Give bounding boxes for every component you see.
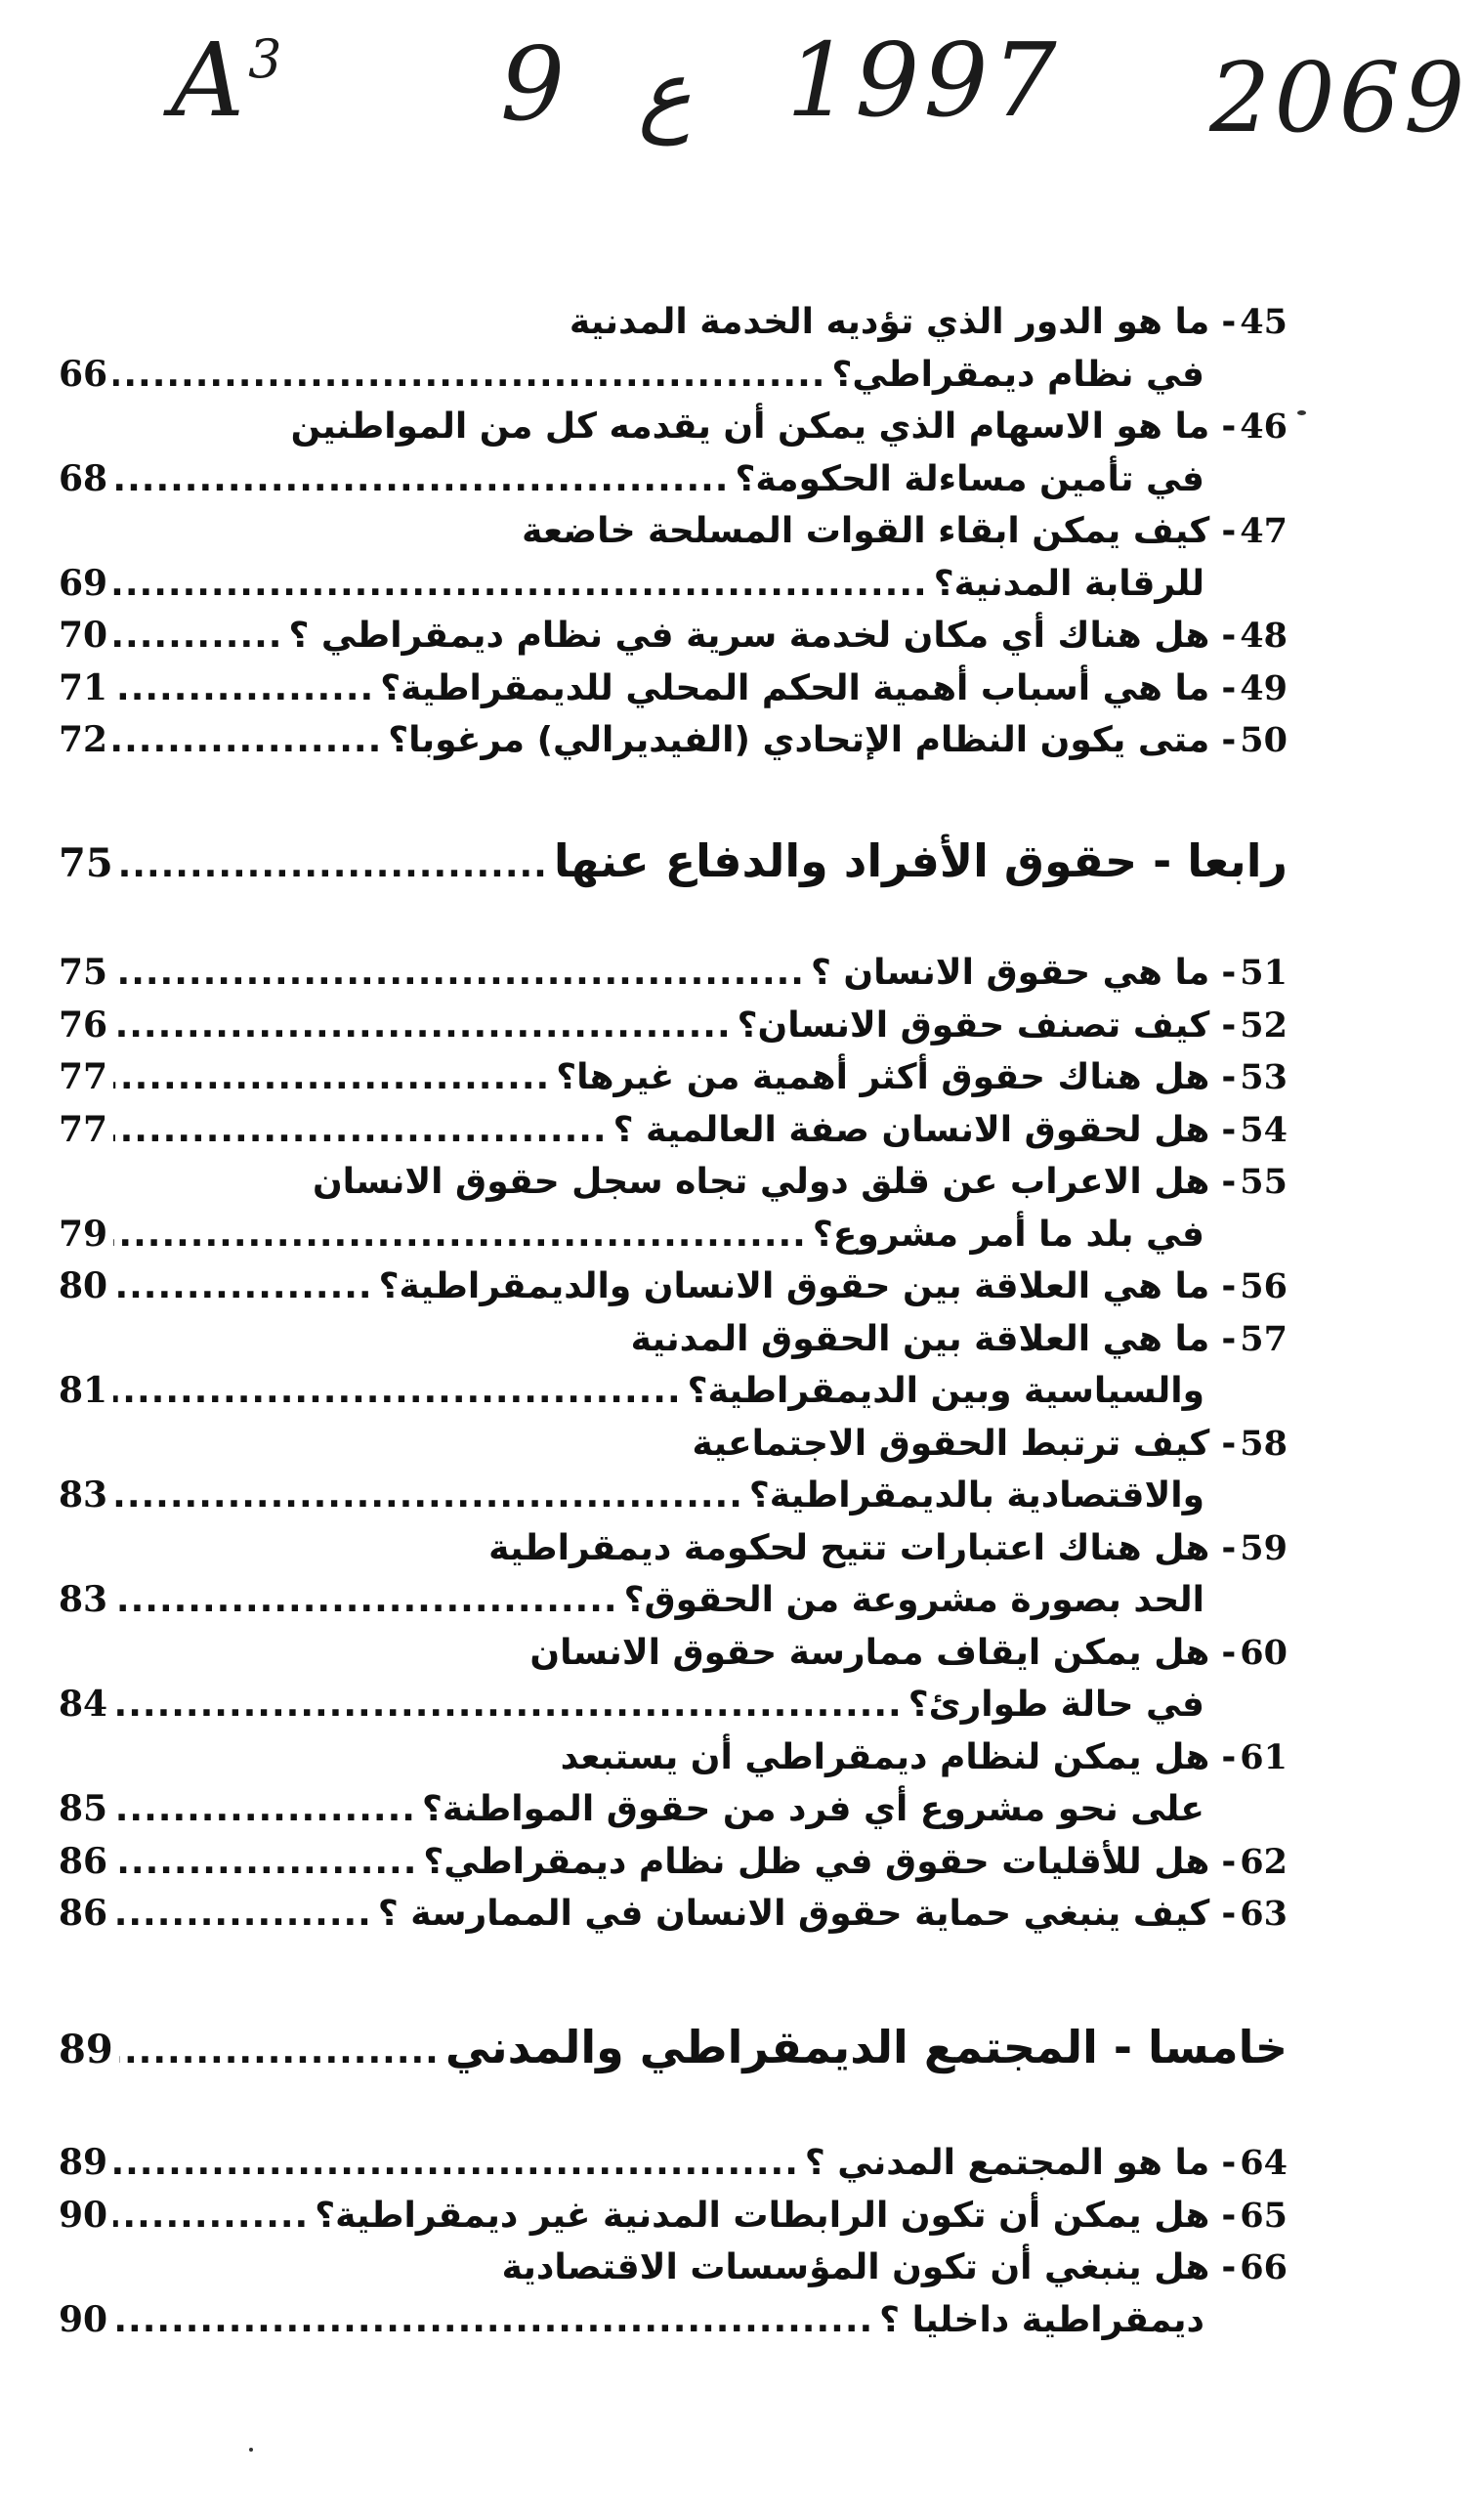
- toc-entry-number: 58: [1240, 1423, 1288, 1464]
- toc-entry-text-group: [488, 1522, 1288, 1574]
- toc-entry-dash: -: [1221, 1057, 1237, 1097]
- toc-entry: [59, 1000, 1288, 1052]
- toc-entry: [59, 1679, 1288, 1731]
- toc-entry-text-group: [556, 1051, 1288, 1103]
- toc-entry-text-group: [813, 1209, 1288, 1260]
- dot-leader: [113, 1679, 903, 1730]
- toc-entry: [59, 1522, 1288, 1575]
- toc-block-1: [59, 296, 1288, 767]
- toc-block-3: [59, 2137, 1288, 2346]
- toc-entry-dash: -: [1221, 1841, 1237, 1882]
- toc-entry-title: هل يمكن لنظام ديمقراطي أن يستبعد: [560, 1736, 1210, 1777]
- toc-entry: [59, 610, 1288, 662]
- toc-entry-page: 71: [59, 666, 108, 708]
- toc-entry-dash: -: [1221, 720, 1237, 760]
- dot-leader: [113, 1888, 372, 1940]
- toc-entry-page: 68: [59, 457, 108, 499]
- toc-entry-page: 79: [59, 1213, 108, 1255]
- dot-leader: [113, 1365, 682, 1417]
- toc-entry-title: هل هناك أي مكان لخدمة سرية في نظام ديمقراطي ؟: [288, 616, 1210, 656]
- toc-entry-title: كيف يمكن ابقاء القوات المسلحة خاضعة: [522, 511, 1210, 551]
- toc-entry: [59, 2242, 1288, 2294]
- toc-entry-page: 83: [59, 1474, 108, 1516]
- toc-entry-dash: -: [1221, 1318, 1237, 1359]
- toc-entry: [59, 2137, 1288, 2190]
- toc-entry-number: 61: [1240, 1736, 1288, 1777]
- toc-entry-title: ديمقراطية داخليا ؟: [879, 2299, 1204, 2340]
- toc-entry: [59, 1470, 1288, 1522]
- toc-entry-dash: -: [1221, 1527, 1237, 1568]
- toc-entry-text-group: [529, 1627, 1288, 1679]
- toc-entry-number: 57: [1240, 1318, 1288, 1359]
- toc-entry-number: 50: [1240, 720, 1288, 760]
- toc-entry-page: 70: [59, 615, 108, 656]
- toc-entry-number: 63: [1240, 1894, 1288, 1934]
- toc-entry-title: ما هو الدور الذي تؤديه الخدمة المدنية: [569, 302, 1210, 342]
- toc-entry-dash: -: [1221, 2143, 1237, 2183]
- toc-entry-dash: -: [1221, 1736, 1237, 1777]
- toc-entry: [59, 1783, 1288, 1836]
- toc-entry-title: في نظام ديمقراطي؟: [831, 354, 1204, 395]
- toc-entry-text-group: [423, 1836, 1288, 1888]
- toc-entry-text-group: [693, 1418, 1288, 1470]
- dot-leader: [113, 2137, 799, 2189]
- toc-entry-page: 69: [59, 562, 108, 604]
- toc-entry: [59, 1365, 1288, 1418]
- toc-entry-text-group: [378, 1888, 1288, 1940]
- toc-entry-title: في بلد ما أمر مشروع؟: [812, 1214, 1204, 1255]
- toc-entry-dash: -: [1221, 616, 1237, 656]
- toc-entry-title: هل هناك حقوق أكثر أهمية من غيرها؟: [556, 1057, 1210, 1097]
- toc-entry-number: 59: [1240, 1527, 1288, 1568]
- toc-entry: [59, 1156, 1288, 1209]
- toc-entry: [59, 2190, 1288, 2242]
- toc-entry-dash: -: [1221, 1632, 1237, 1673]
- toc-entry-text-group: [291, 401, 1288, 452]
- toc-entry-number: 54: [1240, 1109, 1288, 1150]
- toc-entry-number: 56: [1240, 1266, 1288, 1306]
- toc-entry-page: 76: [59, 1004, 108, 1046]
- toc-entry-number: 45: [1240, 302, 1288, 342]
- toc-entry-title: هل للأقليات حقوق في ظل نظام ديمقراطي؟: [423, 1841, 1210, 1882]
- dot-leader: [113, 1000, 732, 1051]
- toc-entry-title: في تأمين مساءلة الحكومة؟: [735, 458, 1204, 499]
- toc-entry-page: 86: [59, 1840, 108, 1882]
- toc-entry: [59, 349, 1288, 402]
- toc-entry-text-group: [522, 505, 1288, 557]
- toc-entry-text-group: [388, 714, 1288, 766]
- toc-entry-text-group: [613, 1104, 1288, 1156]
- dot-leader: [113, 1104, 608, 1156]
- toc-entry-text-group: [502, 2242, 1288, 2293]
- toc-entry-page: 83: [59, 1579, 108, 1620]
- toc-entry-title: ما هو المجتمع المدني ؟: [804, 2143, 1210, 2183]
- dot-leader: [113, 558, 928, 610]
- toc-entry-title: هل الاعراب عن قلق دولي تجاه سجل حقوق الانسان: [312, 1162, 1210, 1202]
- toc-entry-dash: -: [1221, 1004, 1237, 1046]
- toc-entry: [59, 453, 1288, 506]
- toc-entry-title: للرقابة المدنية؟: [933, 563, 1204, 604]
- toc-entry: [59, 2294, 1288, 2347]
- toc-entry-page: 77: [59, 1108, 108, 1150]
- toc-entry-title: كيف ينبغي حماية حقوق الانسان في الممارسة ؟: [377, 1894, 1210, 1934]
- toc-entry-text-group: [631, 1313, 1288, 1365]
- scan-speck: [249, 2448, 253, 2452]
- toc-entry-dash: -: [1221, 1266, 1237, 1306]
- toc-entry: [59, 1731, 1288, 1784]
- toc-entry-title: متى يكون النظام الإتحادي (الفيديرالي) مرغوبا؟: [388, 720, 1210, 760]
- section-5-page: 89: [59, 2027, 113, 2072]
- toc-entry-number: 64: [1240, 2143, 1288, 2183]
- toc-entry-number: 65: [1240, 2195, 1288, 2236]
- toc-entry: [59, 505, 1288, 558]
- toc-entry-text-group: [688, 1365, 1288, 1417]
- toc-entry-dash: -: [1221, 1162, 1237, 1202]
- toc-entry: [59, 1104, 1288, 1157]
- toc-entry-dash: -: [1221, 953, 1237, 993]
- dot-leader: [113, 610, 282, 662]
- toc-entry-page: 80: [59, 1265, 108, 1306]
- toc-entry-dash: -: [1221, 667, 1237, 708]
- toc-entry-title: على نحو مشروع أي فرد من حقوق المواطنة؟: [421, 1789, 1204, 1829]
- toc-entry-text-group: [379, 1260, 1288, 1312]
- dot-leader: [113, 714, 382, 766]
- toc-entry-text-group: [831, 349, 1288, 401]
- dot-leader: [113, 1783, 416, 1835]
- toc-entry-number: 47: [1240, 511, 1288, 551]
- toc-entry-text-group: [749, 1470, 1288, 1521]
- toc-entry: [59, 947, 1288, 1000]
- toc-entry-dash: -: [1221, 511, 1237, 551]
- toc-entry: [59, 401, 1288, 453]
- scan-speck: [1297, 410, 1306, 415]
- toc-entry: [59, 1313, 1288, 1366]
- section-4-title: رابعا - حقوق الأفراد والدفاع عنها: [553, 834, 1288, 887]
- toc-entry-text-group: [738, 1000, 1288, 1051]
- toc-entry-text-group: [735, 453, 1288, 505]
- toc-entry-title: ما هي العلاقة بين الحقوق المدنية: [630, 1318, 1210, 1359]
- toc-entry-text-group: [879, 2294, 1288, 2346]
- dot-leader: [113, 1260, 373, 1312]
- toc-block-2: [59, 947, 1288, 1941]
- toc-entry-title: والاقتصادية بالديمقراطية؟: [748, 1475, 1204, 1516]
- dot-leader: [113, 1574, 617, 1626]
- dot-leader: [113, 947, 805, 999]
- dot-leader: [113, 2294, 873, 2346]
- toc-entry-number: 53: [1240, 1057, 1288, 1097]
- toc-entry-dash: -: [1221, 1423, 1237, 1464]
- section-4-heading: [59, 832, 1288, 890]
- dot-leader: [113, 1470, 743, 1521]
- toc-entry-number: 62: [1240, 1841, 1288, 1882]
- toc-entry-page: 90: [59, 2298, 108, 2340]
- toc-entry-text-group: [315, 2190, 1288, 2242]
- section-5-title: خامسا - المجتمع الديمقراطي والمدني: [444, 2021, 1288, 2073]
- toc-entry-dash: -: [1221, 1109, 1237, 1150]
- toc-entry-page: 86: [59, 1893, 108, 1934]
- toc-entry-title: كيف تصنف حقوق الانسان؟: [737, 1004, 1210, 1046]
- dot-leader: [113, 2190, 309, 2242]
- toc-entry-title: هل هناك اعتبارات تتيح لحكومة ديمقراطية: [488, 1527, 1210, 1568]
- dot-leader: [119, 836, 548, 895]
- toc-entry: [59, 1051, 1288, 1104]
- toc-entry-text-group: [313, 1156, 1288, 1208]
- toc-entry-page: 72: [59, 719, 108, 760]
- toc-entry-text-group: [570, 296, 1288, 348]
- dot-leader: [119, 2023, 440, 2081]
- toc-entry-text-group: [624, 1574, 1288, 1626]
- toc-entry: [59, 714, 1288, 767]
- toc-entry-page: 81: [59, 1370, 108, 1411]
- toc-entry-title: هل ينبغي أن تكون المؤسسات الاقتصادية: [501, 2247, 1210, 2287]
- toc-entry: [59, 1260, 1288, 1313]
- toc-entry-dash: -: [1221, 302, 1237, 342]
- dot-leader: [113, 453, 729, 505]
- toc-entry-title: هل لحقوق الانسان صفة العالمية ؟: [612, 1109, 1210, 1150]
- dot-leader: [113, 349, 825, 401]
- toc-entry-title: ما هي حقوق الانسان ؟: [810, 953, 1210, 993]
- toc-entry-number: 55: [1240, 1162, 1288, 1202]
- toc-entry: [59, 1888, 1288, 1941]
- toc-entry-dash: -: [1221, 2195, 1237, 2236]
- toc-entry-title: والسياسية وبين الديمقراطية؟: [687, 1371, 1204, 1411]
- toc-entry-title: الحد بصورة مشروعة من الحقوق؟: [623, 1580, 1204, 1620]
- toc-entry-page: 75: [59, 952, 108, 993]
- toc-entry-page: 77: [59, 1056, 108, 1097]
- toc-entry-number: 46: [1240, 406, 1288, 447]
- toc-entry-title: هل يمكن ايقاف ممارسة حقوق الانسان: [529, 1632, 1210, 1673]
- toc-entry-page: 84: [59, 1684, 108, 1725]
- toc-entry-dash: -: [1221, 2247, 1237, 2287]
- toc-entry-dash: -: [1221, 406, 1237, 447]
- handwritten-document-number: 2069: [1209, 43, 1469, 154]
- toc-entry-number: 49: [1240, 667, 1288, 708]
- handwritten-archive-code: $A^3$: [171, 21, 286, 140]
- dot-leader: [113, 1209, 807, 1260]
- toc-entry: [59, 1418, 1288, 1471]
- handwritten-month: ع: [638, 41, 692, 146]
- toc-entry-title: ما هي أسباب أهمية الحكم المحلي للديمقراطية؟: [380, 667, 1210, 708]
- toc-entry-number: 60: [1240, 1632, 1288, 1673]
- toc-entry: [59, 296, 1288, 349]
- section-4-page: 75: [59, 840, 113, 886]
- toc-entry: [59, 558, 1288, 611]
- toc-entry-number: 52: [1240, 1004, 1288, 1046]
- toc-entry-number: 66: [1240, 2247, 1288, 2287]
- toc-entry: [59, 1836, 1288, 1889]
- toc-entry-page: 85: [59, 1788, 108, 1829]
- toc-entry-text-group: [908, 1679, 1288, 1730]
- toc-entry-text-group: [422, 1783, 1288, 1835]
- section-5-heading: [59, 2018, 1288, 2076]
- dot-leader: [113, 1836, 417, 1888]
- toc-entry: [59, 1627, 1288, 1680]
- toc-entry: [59, 662, 1288, 715]
- toc-entry-title: هل يمكن أن تكون الرابطات المدنية غير ديمقراطية؟: [315, 2195, 1210, 2236]
- toc-entry-page: 89: [59, 2142, 108, 2183]
- toc-entry-title: ما هي العلاقة بين حقوق الانسان والديمقراطية؟: [378, 1266, 1210, 1306]
- toc-entry: [59, 1574, 1288, 1627]
- handwritten-day: 9: [500, 24, 570, 144]
- dot-leader: [113, 662, 374, 714]
- toc-entry-title: كيف ترتبط الحقوق الاجتماعية: [692, 1423, 1210, 1464]
- handwritten-year: 1997: [786, 21, 1061, 140]
- toc-entry-page: 66: [59, 353, 108, 395]
- toc-entry-text-group: [288, 610, 1288, 662]
- toc-entry-text-group: [811, 947, 1288, 999]
- toc-entry-number: 51: [1240, 953, 1288, 993]
- toc-entry-text-group: [561, 1731, 1288, 1783]
- toc-entry-text-group: [380, 662, 1288, 714]
- toc-entry-text-group: [934, 558, 1288, 610]
- toc-entry-number: 48: [1240, 616, 1288, 656]
- toc-entry-text-group: [805, 2137, 1288, 2189]
- toc-entry-page: 90: [59, 2194, 108, 2236]
- dot-leader: [113, 1051, 550, 1103]
- toc-entry-dash: -: [1221, 1894, 1237, 1934]
- toc-entry-title: في حالة طوارئ؟: [908, 1685, 1204, 1725]
- toc-entry: [59, 1209, 1288, 1261]
- toc-entry-title: ما هو الاسهام الذي يمكن أن يقدمه كل من المواطنين: [290, 406, 1210, 447]
